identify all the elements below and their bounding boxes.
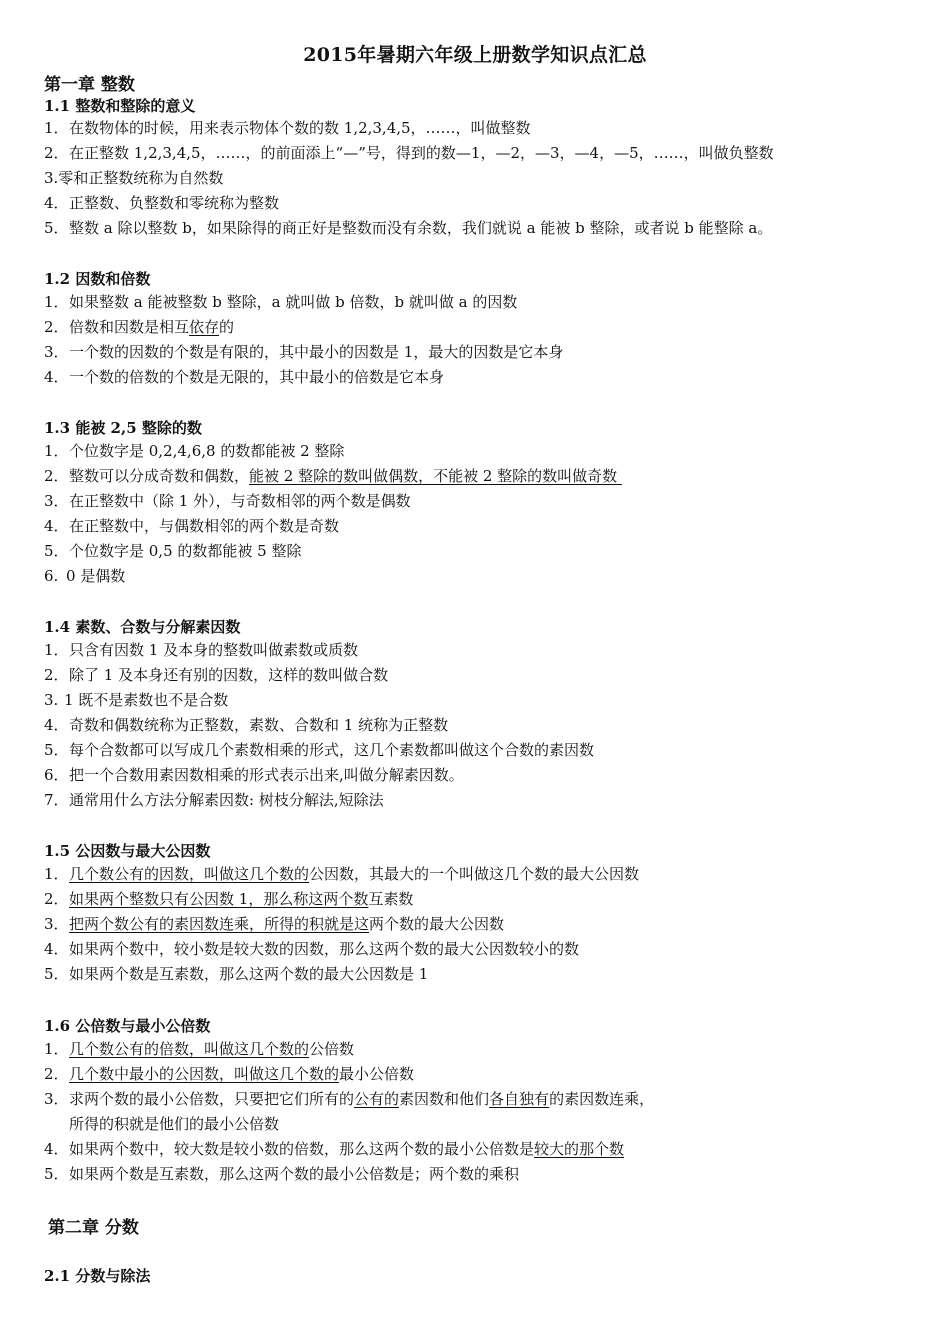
list-item: 3．求两个数的最小公倍数，只要把它们所有的公有的素因数和他们各自独有的素因数连乘， bbox=[44, 1090, 655, 1108]
list-item: 2．整数可以分成奇数和偶数，能被 2 整除的数叫做偶数，不能被 2 整除的数叫做奇数 bbox=[44, 467, 622, 485]
list-item: 4．如果两个数中，较小数是较大数的因数，那么这两个数的最大公因数较小的数 bbox=[44, 940, 580, 958]
list-item: 5．整数 a 除以整数 b，如果除得的商正好是整数而没有余数，我们就说 a 能被 b 整除，或者说 b 能整除 a。 bbox=[44, 219, 773, 237]
list-item: 2．几个数中最小的公因数，叫做这几个数的最小公倍数 bbox=[44, 1065, 415, 1083]
list-item: 6. 0 是偶数 bbox=[44, 567, 126, 585]
list-item: 3. 1 既不是素数也不是合数 bbox=[44, 691, 229, 709]
list-item: 6．把一个合数用素因数相乘的形式表示出来,叫做分解素因数。 bbox=[44, 766, 464, 784]
document-title: 2015年暑期六年级上册数学知识点汇总 bbox=[303, 44, 647, 66]
list-item: 3．把两个数公有的素因数连乘，所得的积就是这两个数的最大公因数 bbox=[44, 915, 505, 933]
section-2-1-heading: 2.1 分数与除法 bbox=[44, 1267, 151, 1285]
list-item: 1．个位数字是 0,2,4,6,8 的数都能被 2 整除 bbox=[44, 442, 345, 460]
list-item: 3．在正整数中（除 1 外），与奇数相邻的两个数是偶数 bbox=[44, 492, 411, 510]
list-item: 4．在正整数中，与偶数相邻的两个数是奇数 bbox=[44, 517, 340, 535]
list-item: 3.零和正整数统称为自然数 bbox=[44, 169, 224, 187]
list-item: 5．如果两个数是互素数，那么这两个数的最小公倍数是；两个数的乘积 bbox=[44, 1165, 520, 1183]
chapter-2-heading: 第二章 分数 bbox=[48, 1218, 139, 1238]
list-item: 1．如果整数 a 能被整数 b 整除，a 就叫做 b 倍数，b 就叫做 a 的因数 bbox=[44, 293, 518, 311]
list-item: 5．如果两个数是互素数，那么这两个数的最大公因数是 1 bbox=[44, 965, 429, 983]
chapter-1-heading: 第一章 整数 bbox=[44, 75, 135, 95]
section-1-4-heading: 1.4 素数、合数与分解素因数 bbox=[44, 618, 241, 636]
list-item: 1．在数物体的时候，用来表示物体个数的数 1,2,3,4,5，……，叫做整数 bbox=[44, 119, 531, 137]
list-item-continuation: 所得的积就是他们的最小公倍数 bbox=[69, 1115, 280, 1133]
list-item: 5．个位数字是 0,5 的数都能被 5 整除 bbox=[44, 542, 302, 560]
list-item: 2．在正整数 1,2,3,4,5，……，的前面添上“—”号，得到的数—1，—2，—3，—4，—5，……，叫做负整数 bbox=[44, 144, 774, 162]
list-item: 1．几个数公有的倍数，叫做这几个数的公倍数 bbox=[44, 1040, 355, 1058]
section-1-2-heading: 1.2 因数和倍数 bbox=[44, 270, 151, 288]
list-item: 1．几个数公有的因数，叫做这几个数的公因数，其最大的一个叫做这几个数的最大公因数 bbox=[44, 865, 640, 883]
section-1-3-heading: 1.3 能被 2,5 整除的数 bbox=[44, 419, 202, 437]
list-item: 4．如果两个数中，较大数是较小数的倍数，那么这两个数的最小公倍数是较大的那个数 bbox=[44, 1140, 625, 1158]
section-1-6-heading: 1.6 公倍数与最小公倍数 bbox=[44, 1017, 211, 1035]
list-item: 4．奇数和偶数统称为正整数，素数、合数和 1 统称为正整数 bbox=[44, 716, 449, 734]
list-item: 5．每个合数都可以写成几个素数相乘的形式，这几个素数都叫做这个合数的素因数 bbox=[44, 741, 595, 759]
list-item: 2．如果两个整数只有公因数 1，那么称这两个数互素数 bbox=[44, 890, 414, 908]
section-1-1-heading: 1.1 整数和整除的意义 bbox=[44, 97, 196, 115]
list-item: 4．正整数、负整数和零统称为整数 bbox=[44, 194, 280, 212]
list-item: 4．一个数的倍数的个数是无限的，其中最小的倍数是它本身 bbox=[44, 368, 445, 386]
section-1-5-heading: 1.5 公因数与最大公因数 bbox=[44, 842, 211, 860]
list-item: 3．一个数的因数的个数是有限的，其中最小的因数是 1，最大的因数是它本身 bbox=[44, 343, 564, 361]
list-item: 2．倍数和因数是相互依存的 bbox=[44, 318, 235, 336]
list-item: 7．通常用什么方法分解素因数: 树枝分解法,短除法 bbox=[44, 791, 384, 809]
list-item: 1．只含有因数 1 及本身的整数叫做素数或质数 bbox=[44, 641, 359, 659]
list-item: 2．除了 1 及本身还有别的因数，这样的数叫做合数 bbox=[44, 666, 389, 684]
